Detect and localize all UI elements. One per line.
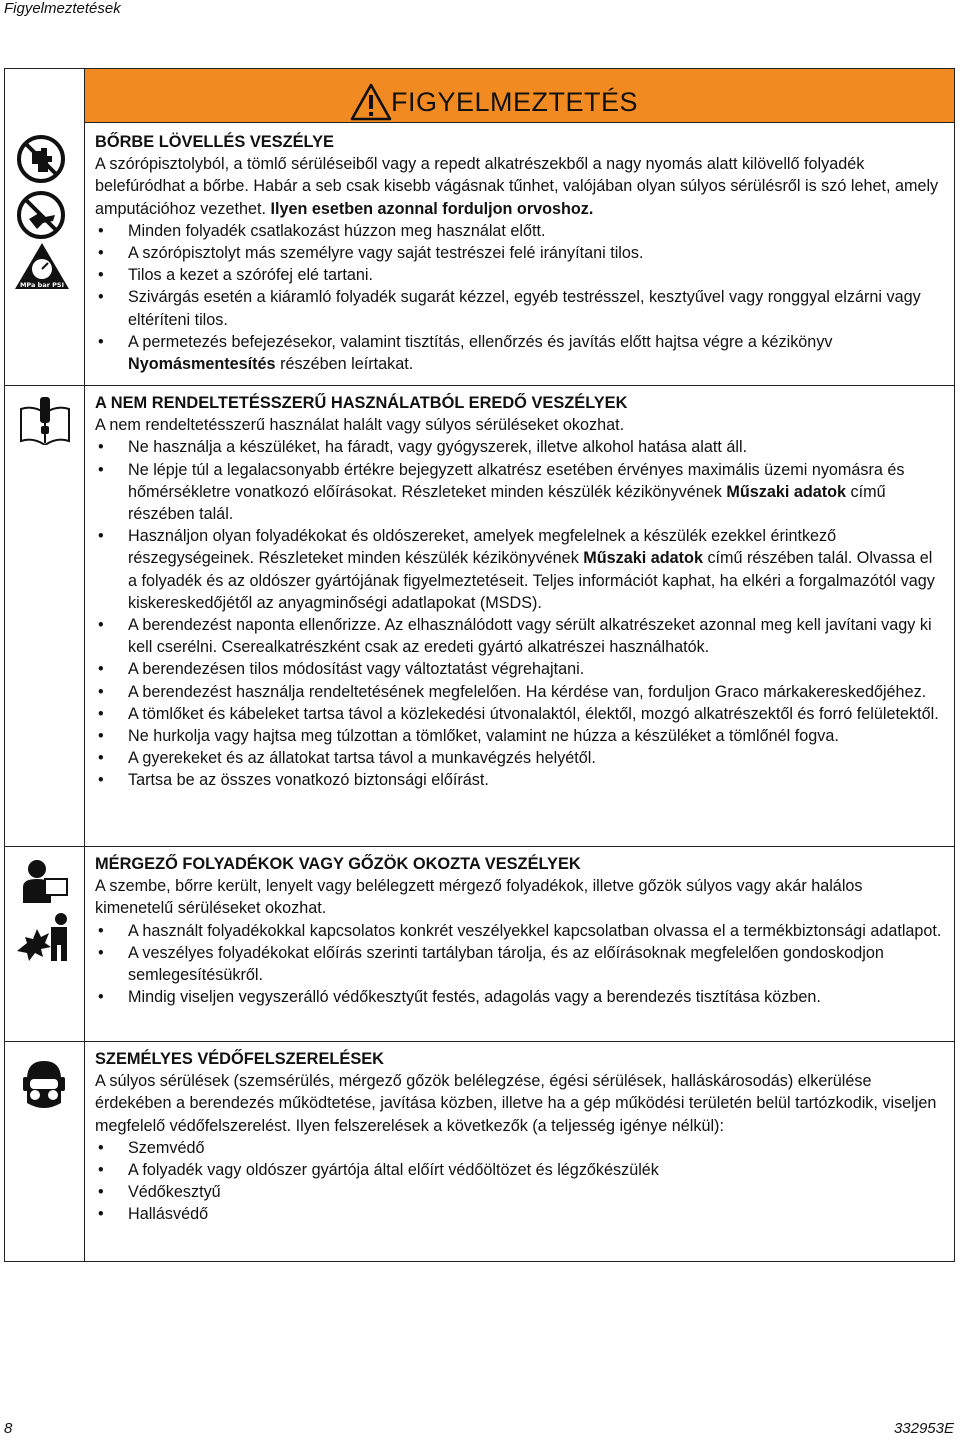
- page-number: 8: [4, 1420, 13, 1437]
- list-item-emphasis: Nyomásmentesítés: [128, 355, 276, 374]
- section-heading: BŐRBE LÖVELLÉS VESZÉLYE: [95, 133, 334, 151]
- read-manual-icon: [17, 395, 73, 445]
- list-item: • Védőkesztyű: [95, 1181, 944, 1203]
- section-injection-hazard: [85, 123, 954, 385]
- list-item: • Szivárgás esetén a kiáramló folyadék sugarát kézzel, egyéb testrésszel, kesztyűvel vagy ronggyal elzárni vagy eltéríteni tilos.: [95, 286, 944, 330]
- warning-table: [4, 68, 955, 1262]
- list-item-text: A permetezés befejezésekor, valamint tisztítás, ellenőrzés és javítás előtt hajtsa végre a kézikönyv: [128, 332, 833, 351]
- bullet-list: [95, 436, 944, 791]
- section-misuse-hazard: [85, 386, 954, 846]
- list-item: [95, 331, 944, 375]
- list-item-text: Ne lépje túl a legalacsonyabb értékre bejegyzett alkatrész esetében érvényes maximális üzemi nyomásra és hőmérsékletre vonatkozó előírásokat. Részleteket minden készülék kézikönyvének: [128, 460, 905, 501]
- intro-text: A szórópisztolyból, a tömlő sérüléseiből vagy a repedt alkatrészekből a nagy nyomás alatt kilövellő folyadék belefúródhat a bőrbe. Habár a seb csak kisebb vágásnak tűnhet, valójában olyan súlyos sérülésről is szó lehet, amely amputációhoz vezethet.: [95, 155, 939, 218]
- banner-title: FIGYELMEZTETÉS: [390, 87, 638, 117]
- list-item-emphasis: Műszaki adatok: [583, 549, 703, 568]
- list-item: • A veszélyes folyadékokat előírás szerinti tartályban tárolja, és az előírásoknak megfelelően gondoskodjon semlegesítésükről.: [95, 942, 944, 986]
- list-item: • Szemvédő: [95, 1137, 944, 1159]
- list-item: • Ne használja a készüléket, ha fáradt, vagy gyógyszerek, illetve alkohol hatása alatt áll.: [95, 436, 944, 458]
- document-code: 332953E: [893, 1420, 954, 1437]
- no-injection-icon: [15, 189, 67, 241]
- list-item: • Hallásvédő: [95, 1203, 944, 1225]
- section-intro: A szembe, bőrre került, lenyelt vagy belélegzett mérgező folyadékok, illetve gőzök súlyos vagy akár halálos kimenetelű sérüléseket okozhat.: [95, 877, 863, 918]
- bullet-list: [95, 220, 944, 375]
- list-item: • A folyadék vagy oldószer gyártója által előírt védőöltözet és légzőkészülék: [95, 1159, 944, 1181]
- list-item: • A berendezést naponta ellenőrizze. Az elhasználódott vagy sérült alkatrészeket azonnal meg kell javítani vagy ki kell cserélni. Cserealkatrészként csak az eredeti gyártó alkatrészei használhatók.: [95, 614, 944, 658]
- section-intro: A nem rendeltetésszerű használat halált vagy súlyos sérüléseket okozhat.: [95, 416, 625, 435]
- section-intro: [95, 153, 944, 220]
- intro-emphasis: Ilyen esetben azonnal forduljon orvoshoz.: [270, 199, 594, 218]
- list-item-text: részében leírtakat.: [280, 355, 414, 374]
- list-item: • A tömlőket és kábeleket tartsa távol a közlekedési útvonalaktól, élektől, mozgó alkatrészektől és forró felületektől.: [95, 703, 944, 725]
- list-item: • Tartsa be az összes vonatkozó biztonsági előírást.: [95, 769, 944, 791]
- list-item: • Minden folyadék csatlakozást húzzon meg használat előtt.: [95, 220, 944, 242]
- pressure-gauge-warning-icon: [13, 241, 71, 291]
- warning-triangle-icon: [350, 83, 392, 121]
- list-item: • A gyerekeket és az állatokat tartsa távol a munkavégzés helyétől.: [95, 747, 944, 769]
- list-item-text: című részében talál.: [128, 482, 886, 524]
- section-toxic-hazard: [85, 847, 954, 1041]
- section-heading: A NEM RENDELTETÉSSZERŰ HASZNÁLATBÓL EREDŐ VESZÉLYEK: [95, 394, 628, 412]
- list-item-text: Használjon olyan folyadékokat és oldószereket, amelyek megfelelnek a készülék ezekkel érintkező részegységeinek. Részleteket minden készülék kézikönyvének: [128, 527, 837, 568]
- bullet-list: [95, 920, 944, 1009]
- list-item: • A használt folyadékokkal kapcsolatos konkrét veszélyekkel kapcsolatban olvassa el a termékbiztonsági adatlapot.: [95, 920, 944, 942]
- section-heading: MÉRGEZŐ FOLYADÉKOK VAGY GŐZÖK OKOZTA VESZÉLYEK: [95, 855, 581, 873]
- gauge-label: MPa bar PSI: [19, 281, 65, 289]
- list-item: [95, 525, 944, 614]
- section-intro: A súlyos sérülések (szemsérülés, mérgező gőzök belélegzése, égési sérülések, halláskárosodás) elkerülése érdekében a berendezés működtetése, javítása közben, illetve ha a gép működési területén belül tartózkodik, viseljen megfelelő védőfelszerelést. Ilyen felszerelések a következők (a teljesség igénye nélkül):: [95, 1072, 937, 1135]
- list-item-emphasis: Műszaki adatok: [726, 482, 846, 501]
- list-item: • Tilos a kezet a szórófej elé tartani.: [95, 264, 944, 286]
- list-item: [95, 459, 944, 526]
- no-hand-icon: [15, 133, 67, 185]
- skin-splash-icon: [13, 911, 75, 963]
- warning-banner: [85, 69, 954, 123]
- list-item: • A szórópisztolyt más személyre vagy saját testrészei felé irányítani tilos.: [95, 242, 944, 264]
- list-item: • Mindig viseljen vegyszerálló védőkesztyűt festés, adagolás vagy a berendezés tisztítása közben.: [95, 986, 944, 1008]
- protective-gear-icon: [19, 1057, 69, 1111]
- bullet-list: [95, 1137, 944, 1226]
- section-protective-equipment: [85, 1042, 954, 1262]
- list-item: • A berendezésen tilos módosítást vagy változtatást végrehajtani.: [95, 658, 944, 680]
- list-item: • Ne hurkolja vagy hajtsa meg túlzottan a tömlőket, valamint ne húzza a készüléket a tömlőnél fogva.: [95, 725, 944, 747]
- page-header-title: Figyelmeztetések: [4, 0, 121, 17]
- toxic-vapor-icon: [15, 857, 71, 905]
- section-heading: SZEMÉLYES VÉDŐFELSZERELÉSEK: [95, 1050, 385, 1068]
- list-item-text: című részében talál. Olvassa el a folyadék és az oldószer gyártójának figyelmeztetéseit. Teljes információt kaphat, ha elkéri a forgalmazótól vagy kiskereskedőjétől az anyagminőségi adatlapokat (MSDS).: [128, 549, 935, 612]
- list-item: • A berendezést használja rendeltetésének megfelelően. Ha kérdése van, forduljon Graco márkakereskedőjéhez.: [95, 681, 944, 703]
